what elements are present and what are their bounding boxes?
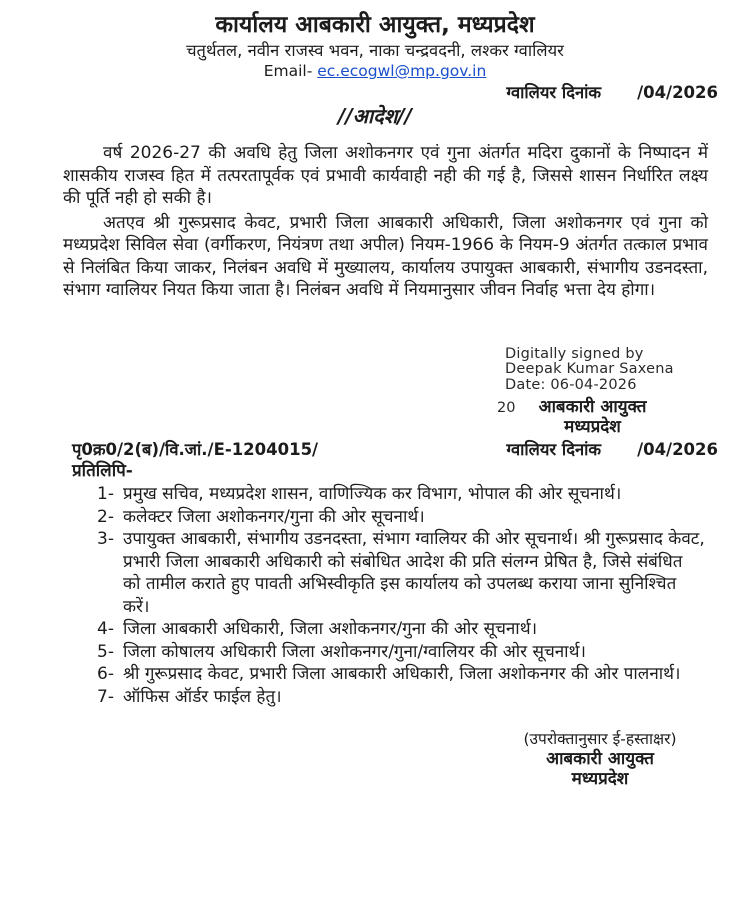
email-label: Email-	[263, 62, 318, 80]
reference-place: ग्वालियर दिनांक	[506, 440, 602, 459]
copy-item-number: 6-	[97, 664, 114, 684]
reference-date: /04/2026	[637, 440, 718, 459]
closing-state: मध्यप्रदेश	[571, 769, 629, 789]
signatory-designation-row	[497, 397, 680, 417]
signature-line-1: Digitally signed by	[505, 345, 644, 362]
copy-item-text: ऑफिस ऑर्डर फाईल हेतु।	[123, 686, 282, 707]
copy-item-2	[97, 506, 705, 529]
copy-item-number: 5-	[97, 641, 114, 662]
dateline-place: ग्वालियर दिनांक	[506, 83, 602, 102]
copy-item-number: 3-	[97, 529, 114, 549]
copy-item-number: 2-	[97, 506, 114, 527]
dateline-top	[0, 82, 750, 103]
email-row	[0, 61, 750, 81]
copy-item-7	[97, 686, 705, 709]
digital-signature-block	[497, 345, 680, 438]
email-link[interactable]: ec.ecogwl@mp.gov.in	[317, 62, 487, 80]
copy-item-number: 1-	[97, 484, 114, 504]
closing-signature-block	[505, 730, 695, 789]
copy-item-number: 4-	[97, 619, 114, 639]
letterhead	[0, 0, 750, 81]
copy-item-3	[97, 528, 705, 618]
copy-item-text: प्रमुख सचिव, मध्यप्रदेश शासन, वाणिज्यिक कर विभाग, भोपाल की ओर सूचनार्थ।	[123, 484, 622, 504]
signatory-designation: आबकारी आयुक्त	[538, 397, 647, 417]
copy-item-6	[97, 663, 705, 686]
signatory-state: मध्यप्रदेश	[564, 417, 621, 437]
office-address: चतुर्थतल, नवीन राजस्व भवन, नाका चन्द्रवदनी, लश्कर ग्वालियर	[186, 41, 564, 60]
copy-item-4	[97, 618, 705, 641]
signature-line-2: Deepak Kumar Saxena	[505, 361, 674, 377]
reference-dateline	[506, 439, 718, 460]
copy-item-5	[97, 641, 705, 664]
copy-item-text: उपायुक्त आबकारी, संभागीय उडनदस्ता, संभाग ग्वालियर की ओर सूचनार्थ। श्री गुरूप्रसाद केवट, प्रभारी जिला आबकारी अधिकारी को संबोधित आदेश की प्रति संलग्न प्रेषित है, जिसे संबंधित को तामील कराते हुए पावती अभिस्वीकृति इस कार्यालय को उपलब्ध कराया जाना सुनिश्चित करें।	[123, 529, 705, 617]
body-paragraph-1: वर्ष 2026-27 की अवधि हेतु जिला अशोकनगर एवं गुना अंतर्गत मदिरा दुकानों के निष्पादन में शासकीय राजस्व हित में तत्परतापूर्वक एवं प्रभावी कार्यवाही नही की गई है, जिससे शासन निर्धारित लक्ष्य की पूर्ति नही हो सकी है।	[63, 143, 708, 208]
closing-designation: आबकारी आयुक्त	[546, 749, 654, 769]
copy-item-text: कलेक्टर जिला अशोकनगर/गुना की ओर सूचनार्थ।	[123, 506, 425, 527]
reference-number: पृ0क्र0/2(ब)/वि.जां./E-1204015/	[72, 440, 319, 459]
copy-item-1	[97, 483, 705, 506]
order-heading: //आदेश//	[338, 104, 412, 128]
copy-item-number: 7-	[97, 686, 114, 707]
copy-item-text: जिला आबकारी अधिकारी, जिला अशोकनगर/गुना की ओर सूचनार्थ।	[123, 619, 538, 639]
esign-note: (उपरोक्तानुसार ई-हस्ताक्षर)	[523, 730, 677, 748]
copies-label: प्रतिलिपि-	[72, 461, 133, 481]
signature-line-3: Date: 06-04-2026	[505, 376, 637, 393]
reference-row	[72, 439, 718, 460]
dateline-date: /04/2026	[637, 83, 718, 102]
copies-list	[0, 483, 750, 708]
signature-time-fragment: 20	[497, 400, 516, 416]
copy-item-text: जिला कोषालय अधिकारी जिला अशोकनगर/गुना/ग्वालियर की ओर सूचनार्थ।	[123, 641, 586, 662]
body-paragraph-2: अतएव श्री गुरूप्रसाद केवट, प्रभारी जिला आबकारी अधिकारी, जिला अशोकनगर एवं गुना को मध्यप्रदेश सिविल सेवा (वर्गीकरण, नियंत्रण तथा अपील) नियम-1966 के नियम-9 अंतर्गत तत्काल प्रभाव से निलंबित किया जाकर, निलंबन अवधि में मुख्यालय, कार्यालय उपायुक्त आबकारी, संभागीय उडनदस्ता, संभाग ग्वालियर नियत किया जाता है। निलंबन अवधि में नियमानुसार जीवन निर्वाह भत्ता देय होगा।	[63, 212, 708, 300]
copy-item-text: श्री गुरूप्रसाद केवट, प्रभारी जिला आबकारी अधिकारी, जिला अशोकनगर की ओर पालनार्थ।	[123, 664, 681, 684]
office-title: कार्यालय आबकारी आयुक्त, मध्यप्रदेश	[215, 12, 535, 38]
